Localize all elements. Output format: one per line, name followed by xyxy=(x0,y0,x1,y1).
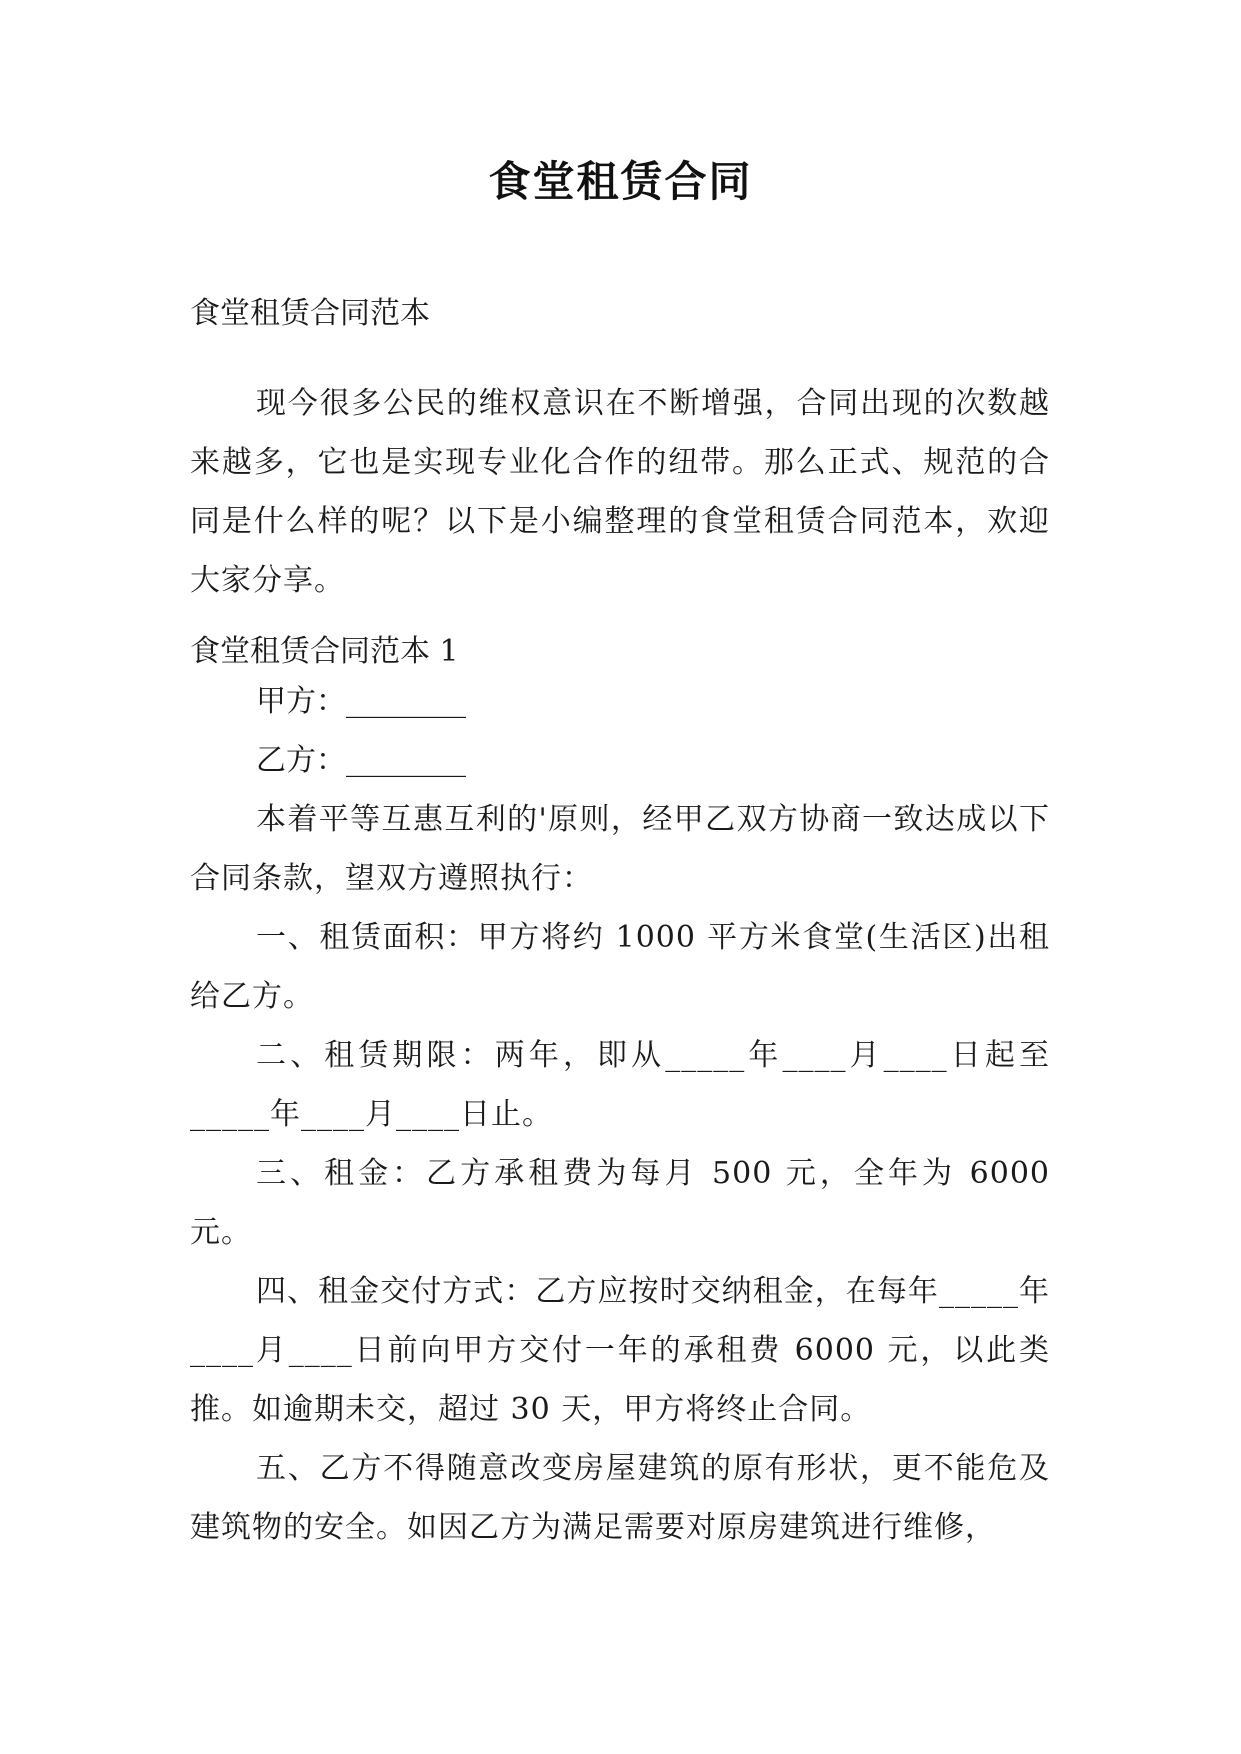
clause-1-area: 一、租赁面积：甲方将约 1000 平方米食堂(生活区)出租给乙方。 xyxy=(190,920,1050,1014)
clause-5-building: 五、乙方不得随意改变房屋建筑的原有形状，更不能危及建筑物的安全。如因乙方为满足需要对原房建筑进行维修， xyxy=(190,1451,1050,1545)
document-title: 食堂租赁合同 xyxy=(488,157,753,206)
document-subtitle: 食堂租赁合同范本 xyxy=(190,296,430,331)
clause-3-rent: 三、租金：乙方承租费为每月 500 元，全年为 6000 元。 xyxy=(190,1156,1050,1250)
clause-2-term: 二、租赁期限：两年，即从_____年____月____日起至_____年____月____日止。 xyxy=(190,1038,1050,1132)
clause-4-payment: 四、租金交付方式：乙方应按时交纳租金，在每年_____年____月____日前向甲方交付一年的承租费 6000 元，以此类推。如逾期未交，超过 30 天，甲方将终止合同。 xyxy=(190,1274,1050,1427)
clause-preamble: 本着平等互惠互利的'原则，经甲乙双方协商一致达成以下合同条款，望双方遵照执行： xyxy=(190,802,1050,896)
intro-paragraph: 现今很多公民的维权意识在不断增强，合同出现的次数越来越多，它也是实现专业化合作的纽带。那么正式、规范的合同是什么样的呢？以下是小编整理的食堂租赁合同范本，欢迎大家分享。 xyxy=(190,386,1050,598)
party-b-line: 乙方：________ xyxy=(256,743,466,778)
section-heading: 食堂租赁合同范本 1 xyxy=(190,634,459,669)
party-a-line: 甲方：________ xyxy=(256,684,466,719)
contract-body xyxy=(190,672,1050,1557)
